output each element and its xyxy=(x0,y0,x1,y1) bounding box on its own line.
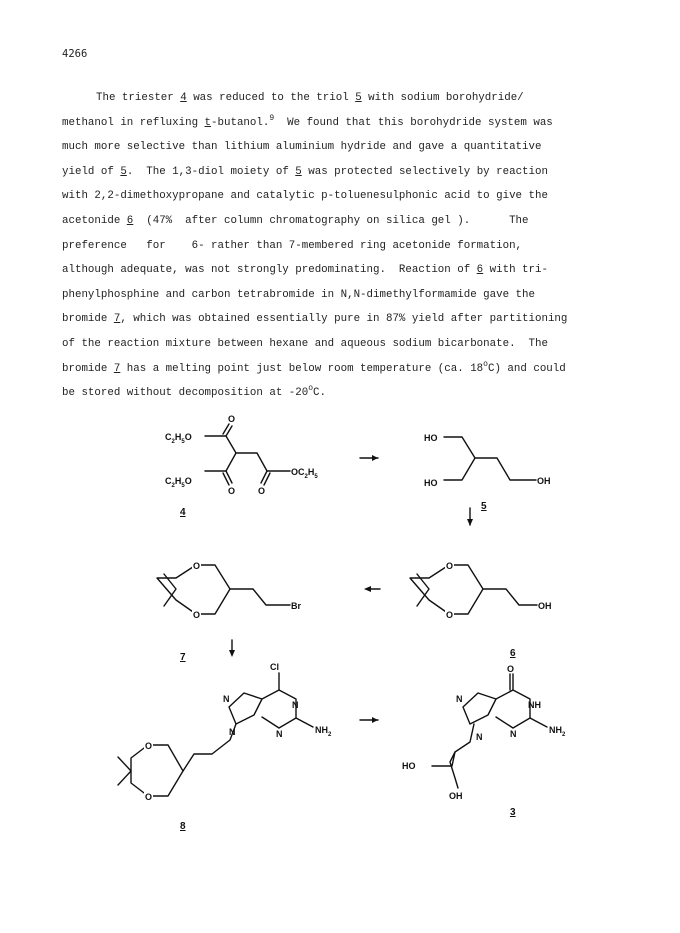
compound-ref: 7 xyxy=(113,313,121,326)
dioxane-ring-6 xyxy=(410,565,483,614)
text-run: C. xyxy=(313,387,326,400)
n-atom-8c: N xyxy=(276,729,283,739)
ring-oxygen-upper-6: O xyxy=(446,561,454,571)
bromine-atom: Br xyxy=(291,601,302,611)
compound-5-label: 5 xyxy=(481,501,487,512)
arrow-7-to-8 xyxy=(229,640,235,657)
n-atom-3c: N xyxy=(510,729,517,739)
arrow-6-to-7 xyxy=(364,586,380,592)
text-run: (47% after column chromatography on silica gel ). The xyxy=(133,214,529,227)
ring-oxygen-lower-7: O xyxy=(193,610,201,620)
ethoxy-label-side: $OC_2H_5$ xyxy=(291,467,318,480)
text-run: acetonide xyxy=(62,214,127,227)
pyrimidine-ring-3 xyxy=(496,690,530,728)
imidazole-ring-3 xyxy=(463,693,496,724)
ring-oxygen-upper-8: O xyxy=(145,741,153,751)
nh-atom-3: NH xyxy=(528,700,541,710)
imidazole-ring-8 xyxy=(229,693,262,724)
dioxane-ring-8 xyxy=(131,745,183,796)
text-run: , which was obtained essentially pure in 87% yield after partitioning xyxy=(120,313,568,326)
carbonyl-double-bond-upper xyxy=(223,424,232,436)
text-run: phenylphosphine and carbon tetrabromide in N,N-dimethylformamide gave the xyxy=(62,288,535,301)
hydroxyl-upper: HO xyxy=(424,433,438,443)
ring-oxygen-lower-6: O xyxy=(446,610,454,620)
text-run: C) and could xyxy=(487,362,566,375)
ethoxy-label-lower: $C_2H_5O$ xyxy=(165,476,192,489)
compound-ref: 7 xyxy=(113,362,121,375)
compound-ref: t xyxy=(204,116,212,129)
compound-6-label: 6 xyxy=(510,648,516,659)
amino-bond-3 xyxy=(530,718,547,727)
text-run: was protected selectively by reaction xyxy=(301,165,548,178)
arrow-4-to-5 xyxy=(360,455,378,461)
superscript: o xyxy=(308,384,314,394)
text-run: was reduced to the triol xyxy=(186,92,356,104)
n-atom-8d: N xyxy=(229,727,236,737)
n-atom-8b: N xyxy=(292,700,299,710)
carbonyl-double-bond-side xyxy=(261,471,270,485)
compound-3-structure xyxy=(402,664,566,818)
compound-4-label: 4 xyxy=(180,507,186,518)
compound-ref: 4 xyxy=(180,92,187,104)
hydroxyl-lower: HO xyxy=(424,478,438,488)
hydroxyl-3a: HO xyxy=(402,761,416,771)
text-run: . The 1,3-diol moiety of xyxy=(126,165,296,178)
hydroxyl-3b: OH xyxy=(449,791,463,801)
chlorine-atom: Cl xyxy=(270,662,279,672)
compound-7-structure xyxy=(157,559,301,663)
compound-ref: 5 xyxy=(120,165,127,178)
carbonyl-o-side: O xyxy=(258,486,266,496)
amino-group-8: $NH_2$ xyxy=(315,725,332,738)
compound-3-label: 3 xyxy=(510,807,516,818)
compound-ref: 5 xyxy=(355,92,362,104)
hydroxyethyl-chain xyxy=(483,589,537,605)
page-number: 4266 xyxy=(62,48,88,60)
text-run: of the reaction mixture between hexane and aqueous sodium bicarbonate. The xyxy=(62,337,548,350)
text-run: although adequate, was not strongly predominating. Reaction of xyxy=(62,264,477,277)
compound-8-structure xyxy=(118,662,332,832)
amino-bond-8 xyxy=(296,718,313,727)
carbonyl-oxygen-3: O xyxy=(507,664,515,674)
text-run: preference for 6- rather than 7-membered ring acetonide formation, xyxy=(62,239,523,252)
text-run: methanol in refluxing xyxy=(62,116,205,129)
hydroxyl-terminal: OH xyxy=(537,476,551,486)
text-run: with tri- xyxy=(483,264,548,277)
n-atom-8a: N xyxy=(223,694,230,704)
text-run: much more selective than lithium aluminium hydride and gave a quantitative xyxy=(62,141,542,154)
compound-4-structure xyxy=(165,414,318,518)
ethoxy-label-upper: $C_2H_5O$ xyxy=(165,432,192,445)
compound-7-label: 7 xyxy=(180,652,186,663)
gem-dimethyl-8 xyxy=(118,757,131,785)
text-run: be stored without decomposition at -20 xyxy=(62,387,309,400)
n-atom-3d: N xyxy=(476,732,483,742)
dioxane-ring-7 xyxy=(157,565,230,614)
triol-chain-bonds xyxy=(475,458,536,480)
ring-oxygen-upper-7: O xyxy=(193,561,201,571)
superscript: o xyxy=(483,359,488,369)
text-run: -butanol. xyxy=(211,116,270,129)
compound-ref: 5 xyxy=(295,165,302,178)
gem-dimethyl-7 xyxy=(164,574,176,606)
compound-ref: 6 xyxy=(126,214,134,227)
side-chain-bond xyxy=(236,453,290,471)
hydroxyl-6: OH xyxy=(538,601,552,611)
ring-oxygen-lower-8: O xyxy=(145,792,153,802)
compound-8-label: 8 xyxy=(180,821,186,832)
arrow-5-to-6 xyxy=(467,508,473,526)
text-run: with 2,2-dimethoxypropane and catalytic p-toluenesulphonic acid to give the xyxy=(62,190,548,203)
triol-diol-bonds xyxy=(444,437,475,480)
text-run: has a melting point just below room temperature (ca. 18 xyxy=(120,362,484,375)
arrow-8-to-3 xyxy=(360,717,378,723)
compound-5-structure xyxy=(424,433,551,512)
gem-dimethyl-6 xyxy=(417,574,429,606)
carbonyl-o-upper: O xyxy=(228,414,236,424)
compound-ref: 6 xyxy=(476,264,484,277)
compound-6-structure xyxy=(410,559,552,659)
pyrimidine-ring-8 xyxy=(262,690,296,728)
n-atom-3a: N xyxy=(456,694,463,704)
superscript: 9 xyxy=(269,113,275,123)
bromoethyl-chain xyxy=(230,589,290,605)
text-run: We found that this borohydride system was xyxy=(274,116,553,129)
carbonyl-bond-3 xyxy=(510,674,513,690)
text-run: bromide xyxy=(62,313,114,326)
text-run: bromide xyxy=(62,362,114,375)
text-run: with sodium borohydride/ xyxy=(361,92,524,104)
side-chain-3 xyxy=(432,724,474,766)
amino-group-3: $NH_2$ xyxy=(549,725,566,738)
text-run: The triester xyxy=(96,92,181,104)
text-run: yield of xyxy=(62,165,121,178)
ester-backbone-bond xyxy=(205,436,236,471)
carbonyl-double-bond-lower xyxy=(223,471,232,485)
carbonyl-o-lower: O xyxy=(228,486,236,496)
